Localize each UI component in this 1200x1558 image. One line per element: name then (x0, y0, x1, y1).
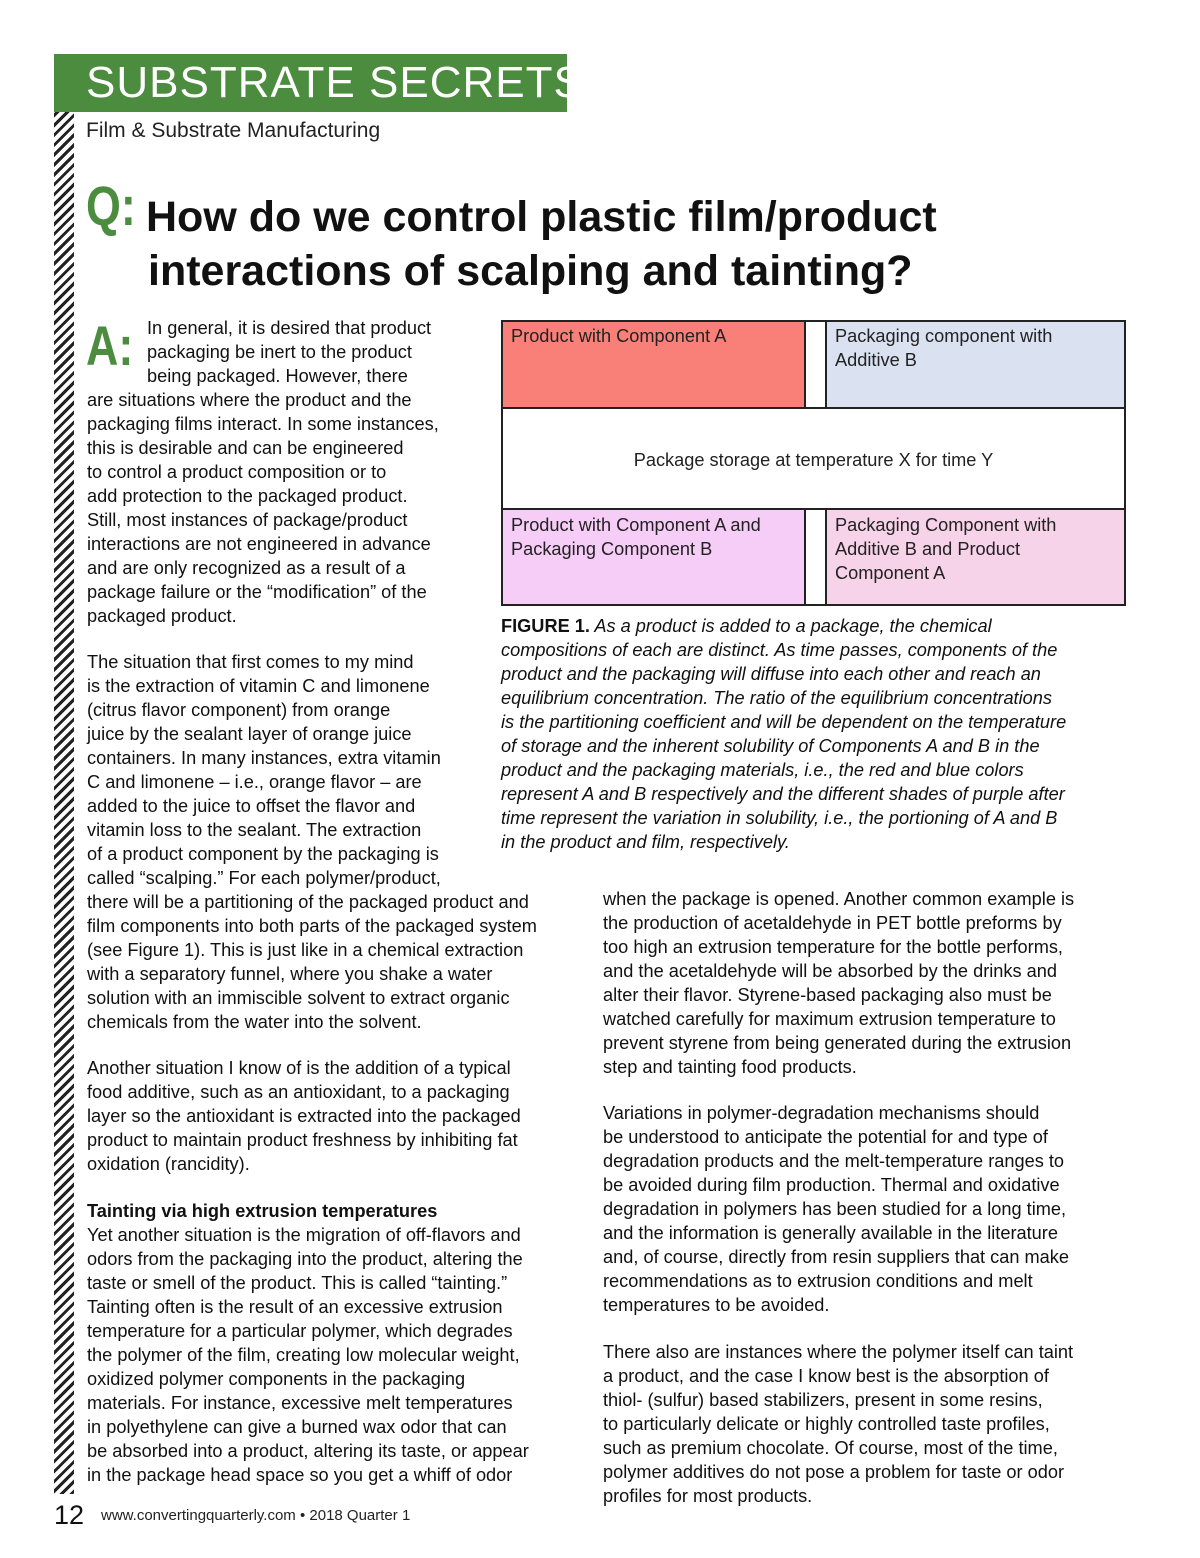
text-line: Still, most instances of package/product (87, 510, 408, 530)
answer-marker: A: (86, 314, 134, 377)
text-line: to particularly delicate or highly controlled taste profiles, (603, 1414, 1050, 1434)
figure-label-packaging-after (835, 513, 1056, 585)
text-line: packaging be inert to the product (147, 342, 412, 362)
text-line: odors from the packaging into the product, altering the (87, 1249, 523, 1269)
text-line: As a product is added to a package, the chemical (589, 616, 992, 636)
figure-caption-label: FIGURE 1. (501, 616, 590, 636)
text-line: food additive, such as an antioxidant, to a packaging (87, 1082, 510, 1102)
text-line: polymer additives do not pose a problem for taste or odor (603, 1462, 1065, 1482)
text-line: recommendations as to extrusion conditions and melt (603, 1271, 1033, 1291)
text-line: represent A and B respectively and the different shades of purple after (501, 784, 1065, 804)
text-line: Additive B (835, 350, 917, 370)
text-line: packaging films interact. In some instances, (87, 414, 439, 434)
text-line: of storage and the inherent solubility of Components A and B in the (501, 736, 1040, 756)
text-line: are situations where the product and the (87, 390, 412, 410)
text-line: time represent the variation in solubility, i.e., the portioning of A and B (501, 808, 1058, 828)
text-line: containers. In many instances, extra vitamin (87, 748, 441, 768)
text-line: there will be a partitioning of the packaged product and (87, 892, 529, 912)
text-line: interactions are not engineered in advance (87, 534, 431, 554)
text-line: Packaging Component with (835, 515, 1057, 535)
text-line: taste or smell of the product. This is called “tainting.” (87, 1273, 508, 1293)
text-line: and the acetaldehyde will be absorbed by the drinks and (603, 961, 1057, 981)
text-line: be absorbed into a product, altering its taste, or appear (87, 1441, 529, 1461)
text-line: of a product component by the packaging is (87, 844, 439, 864)
footer-text: www.convertingquarterly.com • 2018 Quarter 1 (101, 1507, 411, 1524)
text-line: being packaged. However, there (147, 366, 408, 386)
antioxidant-paragraph (87, 1056, 521, 1176)
tainting-section (87, 1199, 529, 1487)
section-subtitle: Film & Substrate Manufacturing (86, 119, 381, 142)
decorative-hatch-stripe (54, 54, 74, 1494)
headline-line: How do we control plastic film/product (146, 193, 937, 241)
text-line: too high an extrusion temperature for the bottle performs, (603, 937, 1063, 957)
text-line: equilibrium concentration. The ratio of the equilibrium concentrations (501, 688, 1052, 708)
text-line: juice by the sealant layer of orange juice (87, 724, 412, 744)
text-line: be avoided during film production. Thermal and oxidative (603, 1175, 1060, 1195)
text-line: The situation that first comes to my mind (87, 652, 414, 672)
text-line: C and limonene – i.e., orange flavor – are (87, 772, 422, 792)
text-line: vitamin loss to the sealant. The extraction (87, 820, 422, 840)
text-line: (see Figure 1). This is just like in a chemical extraction (87, 940, 524, 960)
text-line: in the product and film, respectively. (501, 832, 790, 852)
text-line: watched carefully for maximum extrusion temperature to (603, 1009, 1056, 1029)
text-line: and the information is generally available in the literature (603, 1223, 1058, 1243)
text-line: layer so the antioxidant is extracted into the packaged (87, 1106, 521, 1126)
text-line: the polymer of the film, creating low molecular weight, (87, 1345, 520, 1365)
text-line: profiles for most products. (603, 1486, 813, 1506)
text-line: Additive B and Product (835, 539, 1021, 559)
text-line: Product with Component A (511, 326, 727, 346)
text-line: prevent styrene from being generated during the extrusion (603, 1033, 1072, 1053)
text-line: (citrus flavor component) from orange (87, 700, 391, 720)
text-line: a product, and the case I know best is the absorption of (603, 1366, 1049, 1386)
text-line: degradation in polymers has been studied for a long time, (603, 1199, 1067, 1219)
text-line: oxidation (rancidity). (87, 1154, 250, 1174)
text-line: add protection to the packaged product. (87, 486, 408, 506)
text-line: called “scalping.” For each polymer/product, (87, 868, 441, 888)
text-line: product and the packaging will diffuse into each other and reach an (501, 664, 1041, 684)
section-title: SUBSTRATE SECRETS (86, 58, 584, 107)
text-line: temperatures to be avoided. (603, 1295, 830, 1315)
question-marker: Q: (86, 174, 136, 237)
text-line: Component A (835, 563, 946, 583)
text-line: In general, it is desired that product (147, 318, 432, 338)
scalping-paragraph (87, 650, 537, 1034)
text-line: in polyethylene can give a burned wax odor that can (87, 1417, 507, 1437)
text-line: is the extraction of vitamin C and limonene (87, 676, 430, 696)
text-line: degradation products and the melt-temperature ranges to (603, 1151, 1065, 1171)
right-paragraph-degradation (603, 1101, 1069, 1317)
section-subheading: Tainting via high extrusion temperatures (87, 1201, 438, 1221)
text-line: in the package head space so you get a whiff of odor (87, 1465, 513, 1485)
figure-label-storage (501, 448, 1126, 472)
figure-label-product-after (511, 513, 761, 561)
right-paragraph-acetaldehyde (603, 887, 1074, 1079)
text-line: temperature for a particular polymer, which degrades (87, 1321, 513, 1341)
text-line: Yet another situation is the migration of off-flavors and (87, 1225, 521, 1245)
text-line: and are only recognized as a result of a (87, 558, 406, 578)
text-line: and, of course, directly from resin suppliers that can make (603, 1247, 1070, 1267)
text-line: when the package is opened. Another common example is (603, 889, 1075, 909)
text-line: Product with Component A and (511, 515, 761, 535)
text-line: thiol- (sulfur) based stabilizers, present in some resins, (603, 1390, 1043, 1410)
headline-line: interactions of scalping and tainting? (148, 247, 913, 295)
page-number: 12 (54, 1500, 85, 1530)
text-line: to control a product composition or to (87, 462, 387, 482)
text-line: chemicals from the water into the solvent. (87, 1012, 422, 1032)
text-line: Another situation I know of is the addition of a typical (87, 1058, 511, 1078)
text-line: alter their flavor. Styrene-based packaging also must be (603, 985, 1052, 1005)
intro-paragraph-indented (147, 316, 431, 388)
text-line: this is desirable and can be engineered (87, 438, 404, 458)
text-line: solution with an immiscible solvent to extract organic (87, 988, 510, 1008)
text-line: Tainting often is the result of an excessive extrusion (87, 1297, 503, 1317)
figure-label-product (511, 324, 726, 348)
text-line: package failure or the “modification” of the (87, 582, 427, 602)
text-line: There also are instances where the polymer itself can taint (603, 1342, 1074, 1362)
text-line: film components into both parts of the packaged system (87, 916, 537, 936)
intro-paragraph (87, 388, 439, 628)
text-line: materials. For instance, excessive melt temperatures (87, 1393, 513, 1413)
text-line: Packaging Component B (511, 539, 713, 559)
text-line: the production of acetaldehyde in PET bottle preforms by (603, 913, 1062, 933)
text-line: compositions of each are distinct. As time passes, components of the (501, 640, 1058, 660)
text-line: such as premium chocolate. Of course, most of the time, (603, 1438, 1058, 1458)
text-line: product and the packaging materials, i.e., the red and blue colors (501, 760, 1024, 780)
text-line: with a separatory funnel, where you shake a water (87, 964, 493, 984)
text-line: Packaging component with (835, 326, 1053, 346)
text-line: added to the juice to offset the flavor and (87, 796, 416, 816)
text-line: Package storage at temperature X for time Y (633, 450, 994, 470)
text-line: oxidized polymer components in the packaging (87, 1369, 466, 1389)
text-line: Variations in polymer-degradation mechanisms should (603, 1103, 1040, 1123)
text-line: be understood to anticipate the potential for and type of (603, 1127, 1048, 1147)
text-line: packaged product. (87, 606, 237, 626)
figure-label-packaging (835, 324, 1052, 372)
question-headline (146, 190, 1146, 298)
figure-caption (501, 614, 1066, 854)
text-line: step and tainting food products. (603, 1057, 857, 1077)
text-line: is the partitioning coefficient and will be dependent on the temperature (501, 712, 1067, 732)
right-paragraph-thiol (603, 1340, 1073, 1508)
text-line: product to maintain product freshness by inhibiting fat (87, 1130, 518, 1150)
